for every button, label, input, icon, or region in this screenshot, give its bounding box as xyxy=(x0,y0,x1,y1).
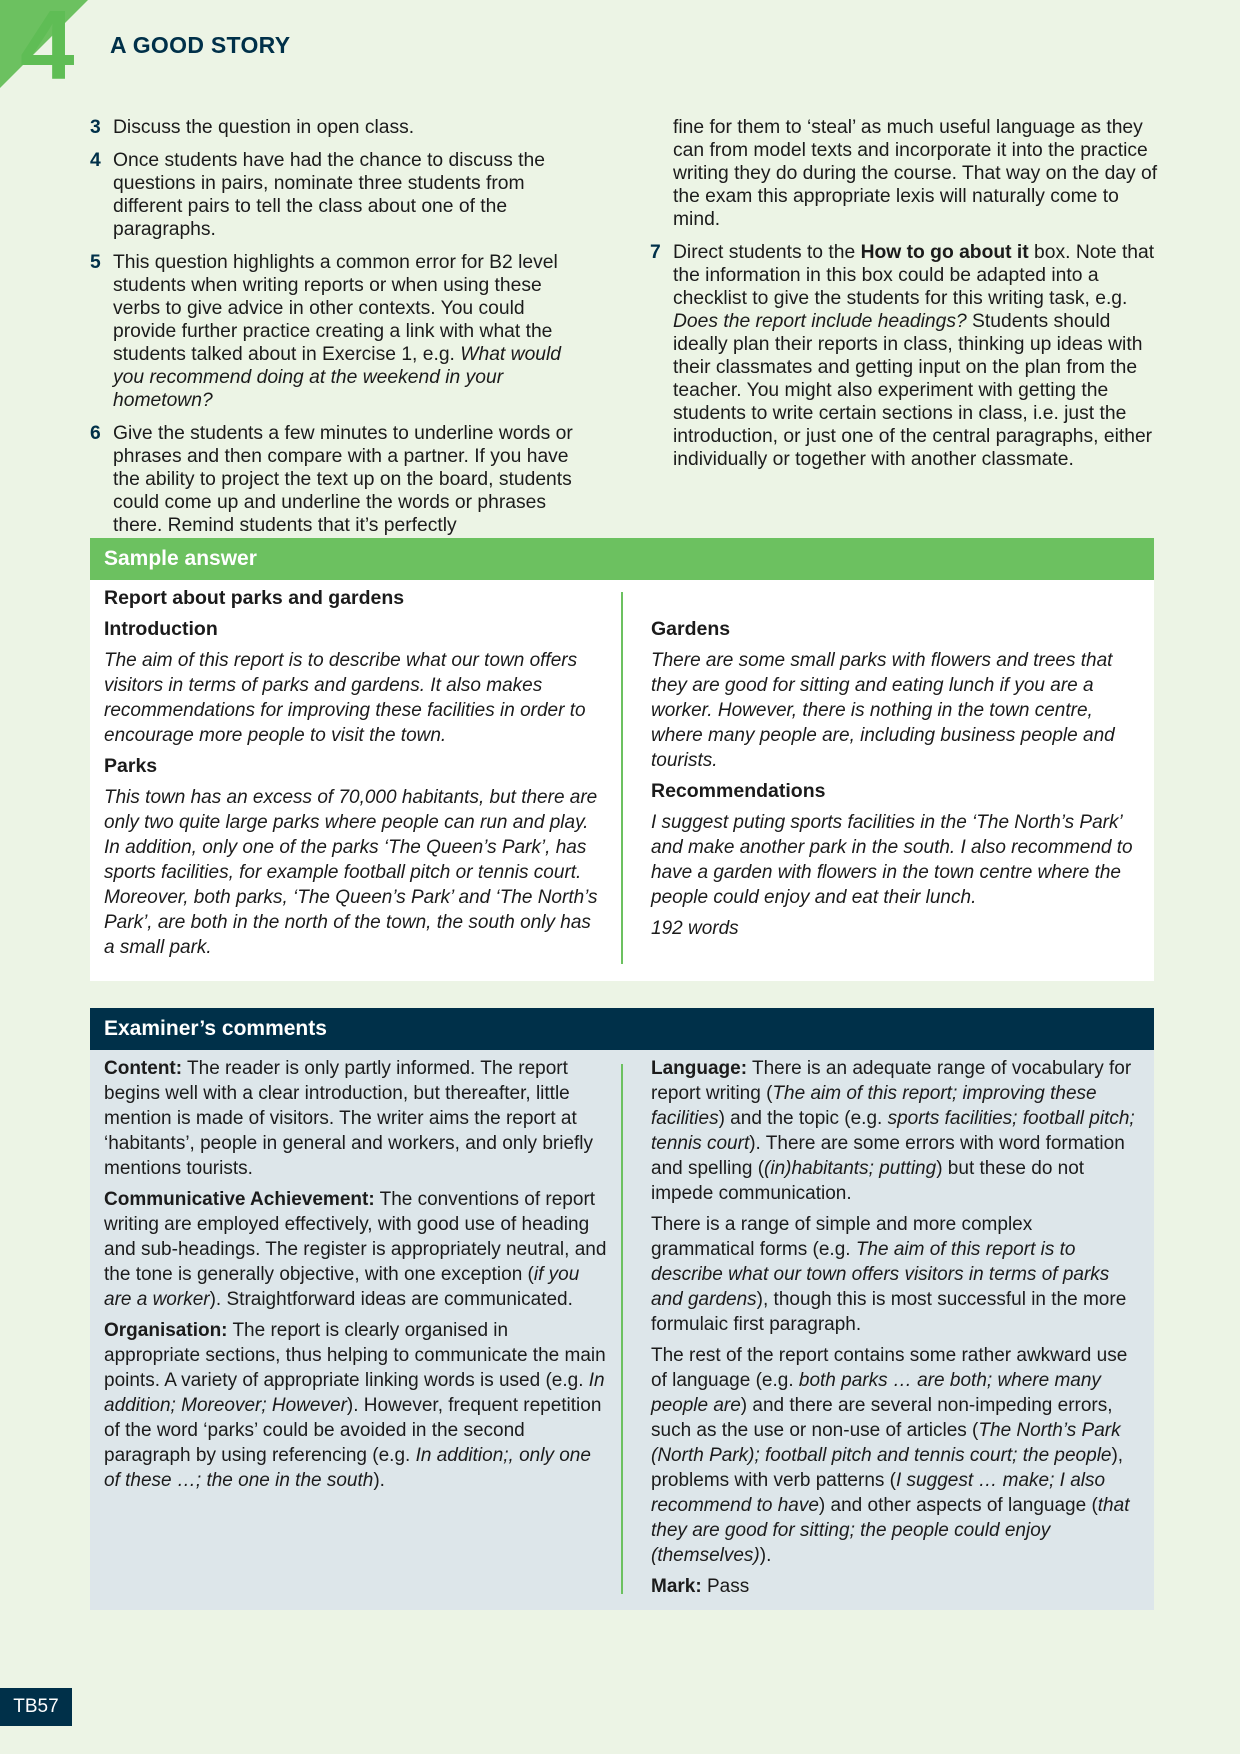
intro-heading: Introduction xyxy=(104,618,218,640)
note-text: Give the students a few minutes to underline words or phrases and then compare with a partner. If you have the ability to project the text up on the board, students could come up and underline the words or phrases there. Remind students that it’s perfectly xyxy=(113,423,573,536)
note-example: What would you recommend doing at the weekend in your hometown? xyxy=(113,344,562,411)
language-use-comment: The rest of the report contains some rather awkward use of language (e.g. both parks … are both; where many people are) and there are several non-impeding errors, such as the use or non-use of articles (The North’s Park (North Park); football pitch and tennis court; the people), problems with verb patterns (I suggest … make; I also recommend to have) and other aspects of language (that they are good for sitting; the people could enjoy (themselves)). xyxy=(651,1345,1130,1566)
report-title: Report about parks and gardens xyxy=(104,587,405,609)
word-count: 192 words xyxy=(651,918,739,939)
gardens-heading: Gardens xyxy=(651,618,731,640)
note-5 xyxy=(90,251,590,412)
recommendations-text: I suggest puting sports facilities in the ‘The North’s Park’ and make another park in the south. I also recommend to have a garden with flowers in the town centre where the people could enjoy and eat their lunch. xyxy=(651,812,1133,908)
note-number: 6 xyxy=(90,423,101,444)
parks-heading: Parks xyxy=(104,755,158,777)
sample-right-column xyxy=(651,617,1139,947)
note-text: This question highlights a common error for B2 level students when writing reports or when using these verbs to give advice in other contexts. You could provide further practice creating a link with what the students talked about in Exercise 1, e.g. What would you recommend doing at the weekend in your hometown? xyxy=(113,252,562,411)
box-reference: How to go about it xyxy=(860,242,1029,263)
communicative-achievement-comment: Communicative Achievement: The conventions of report writing are employed effectively, with good use of heading and sub-headings. The register is appropriately neutral, and the tone is generally objective, with one exception (if you are a worker). Straightforward ideas are communicated. xyxy=(104,1189,607,1310)
note-text: Once students have had the chance to discuss the questions in pairs, nominate three students from different pairs to tell the class about one of the paragraphs. xyxy=(113,150,545,240)
recommendations-heading: Recommendations xyxy=(651,780,826,802)
note-text: Discuss the question in open class. xyxy=(113,117,415,138)
intro-text: The aim of this report is to describe what our town offers visitors in terms of parks and gardens. It also makes recommendations for improving these facilities in order to encourage more people to visit the town. xyxy=(104,650,586,746)
note-number: 5 xyxy=(90,252,101,273)
column-divider xyxy=(621,592,623,964)
page-number-tab: TB57 xyxy=(0,1688,72,1726)
note-6 xyxy=(90,422,590,537)
examiner-left-column xyxy=(104,1056,609,1499)
grammar-comment: There is a range of simple and more complex grammatical forms (e.g. The aim of this report is to describe what our town offers visitors in terms of parks and gardens), though this is most successful in the more formulaic first paragraph. xyxy=(651,1214,1127,1335)
unit-title: A GOOD STORY xyxy=(110,32,291,58)
note-3 xyxy=(90,116,590,139)
unit-number: 4 xyxy=(20,0,75,100)
gardens-text: There are some small parks with flowers and trees that they are good for sitting and eating lunch if you are a worker. However, there is nothing in the town centre, where many people are, including business people and tourists. xyxy=(651,650,1115,771)
note-7 xyxy=(650,241,1160,471)
note-text: Direct students to the How to go about it box. Note that the information in this box could be adapted into a checklist to give the students for this writing task, e.g. Does the report include headings? Students should ideally plan their reports in class, thinking up ideas with their classmates and getting input on the plan from the teacher. You might also experiment with getting the students to write certain sections in class, i.e. just the introduction, or just one of the central paragraphs, either individually or together with another classmate. xyxy=(673,242,1155,470)
examiner-right-column xyxy=(651,1056,1139,1605)
note-number: 4 xyxy=(90,150,101,171)
note-number: 3 xyxy=(90,117,101,138)
mark: Mark: Pass xyxy=(651,1576,750,1597)
sample-answer-header: Sample answer xyxy=(90,538,1154,580)
teacher-notes-right-column xyxy=(650,116,1160,481)
note-4 xyxy=(90,149,590,241)
parks-text: This town has an excess of 70,000 habitants, but there are only two quite large parks where people can run and play. In addition, only one of the parks ‘The Queen’s Park’, has sports facilities, for example football pitch or tennis court. Moreover, both parks, ‘The Queen’s Park’ and ‘The North’s Park’, are both in the north of the town, the south only has a small park. xyxy=(104,787,598,958)
organisation-comment: Organisation: The report is clearly organised in appropriate sections, thus helping to communicate the main points. A variety of appropriate linking words is used (e.g. In addition; Moreover; However). However, frequent repetition of the word ‘parks’ could be avoided in the second paragraph by using referencing (e.g. In addition;, only one of these …; the one in the south). xyxy=(104,1320,606,1491)
examiner-comments-box xyxy=(90,1008,1154,1610)
note-number: 7 xyxy=(650,242,661,263)
examiner-comments-header: Examiner’s comments xyxy=(90,1008,1154,1050)
column-divider xyxy=(621,1064,623,1594)
teacher-notes-left-column xyxy=(90,116,590,547)
sample-answer-box xyxy=(90,538,1154,981)
content-comment: Content: The reader is only partly informed. The report begins well with a clear introduction, but thereafter, little mention is made of visitors. The writer aims the report at ‘habitants’, people in general and workers, and only briefly mentions tourists. xyxy=(104,1058,594,1179)
note-6-continued: fine for them to ‘steal’ as much useful language as they can from model texts and incorporate it into the practice writing they do during the course. That way on the day of the exam this appropriate lexis will naturally come to mind. xyxy=(673,117,1158,230)
sample-left-column xyxy=(104,586,604,966)
language-comment: Language: There is an adequate range of vocabulary for report writing (The aim of this report; improving these facilities) and the topic (e.g. sports facilities; football pitch; tennis court). There are some errors with word formation and spelling ((in)habitants; putting) but these do not impede communication. xyxy=(651,1058,1135,1204)
note-example: Does the report include headings? xyxy=(673,311,967,332)
